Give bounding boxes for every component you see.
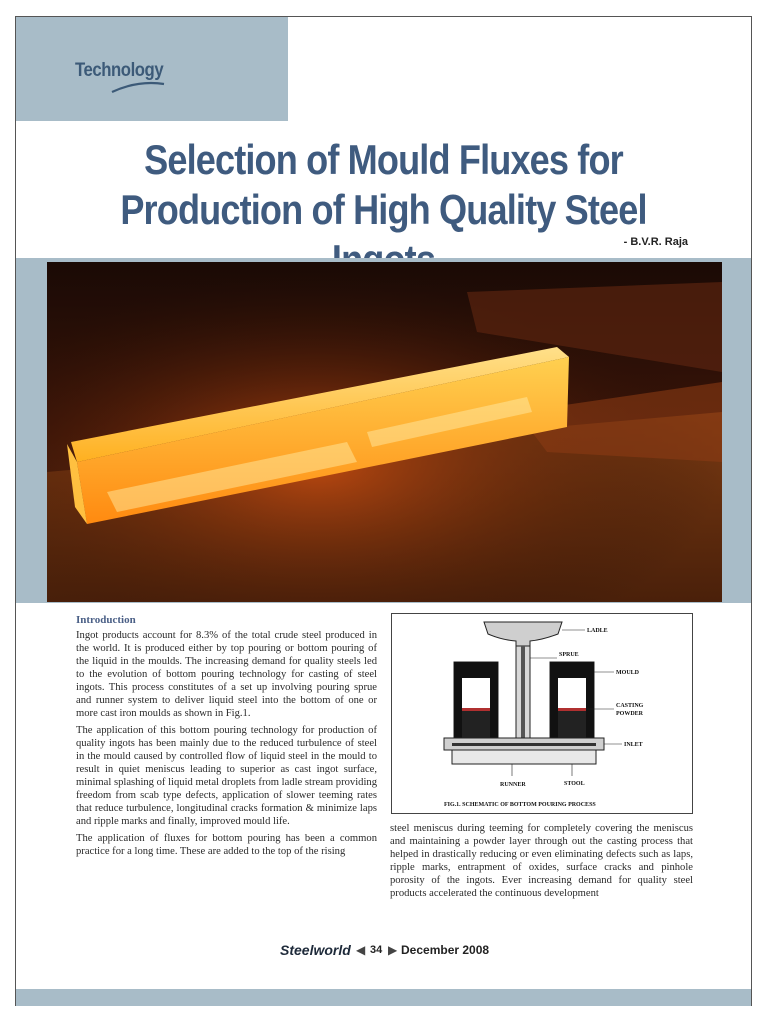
bottom-band xyxy=(16,989,751,1006)
section-label: Technology xyxy=(75,60,164,81)
article-column-1 xyxy=(76,614,377,862)
label-casting: CASTING xyxy=(616,703,644,709)
magazine-brand: Steelworld xyxy=(280,942,351,958)
label-inlet: INLET xyxy=(624,742,643,748)
figure-1 xyxy=(391,613,693,814)
label-ladle: LADLE xyxy=(587,628,608,634)
hot-steel-ingot-photo xyxy=(47,262,722,602)
bottom-pouring-diagram xyxy=(392,614,694,815)
intro-heading: Introduction xyxy=(76,614,136,626)
paragraph: The application of this bottom pouring technology for production of quality ingots has been mainly due to the reduced turbulence of steel in the mould caused by controlled flow of liquid steel in the mould to result in quiet meniscus leading to superior as cast ingot surface, minimal splashing of liquid metal droplets from ladle stream providing freedom from scab type defects, application of slower teeming rates that reduce turbulence, longitudinal cracks formation & minimize laps and ripple marks and finally, improved mould life. xyxy=(76,725,377,827)
label-stool: STOOL xyxy=(564,781,585,787)
label-runner: RUNNER xyxy=(500,782,526,788)
section-swoosh-icon xyxy=(110,80,166,94)
article-title-line-1: Selection of Mould Fluxes for xyxy=(144,136,623,183)
label-powder: POWDER xyxy=(616,711,643,717)
article-title-line-2: Production of High Quality Steel xyxy=(120,186,647,233)
figure-caption: FIG.1. SCHEMATIC OF BOTTOM POURING PROCESS xyxy=(444,802,596,808)
paragraph: Ingot products account for 8.3% of the total crude steel produced in the world. It is produced either by top pouring or bottom pouring of the liquid in the moulds. The increasing demand for quality steels led to the evolution of bottom pouring technology for casting of steel ingots. This process constitutes of a set up involving pouring sprue and runner system to deliver liquid steel into the bottom of one or more cast iron moulds as shown in Fig.1. xyxy=(76,630,377,719)
label-mould: MOULD xyxy=(616,670,639,676)
article-column-2 xyxy=(390,822,693,904)
paragraph: The application of fluxes for bottom pouring has been a common practice for a long time. These are added to the top of the rising xyxy=(76,833,377,857)
arrow-right-icon: ▶ xyxy=(388,943,398,957)
issue-date: December 2008 xyxy=(401,943,490,957)
label-sprue: SPRUE xyxy=(559,652,579,658)
arrow-left-icon: ◀ xyxy=(356,943,366,957)
page-number: 34 xyxy=(370,944,383,956)
article-author: - B.V.R. Raja xyxy=(623,236,688,248)
paragraph: steel meniscus during teeming for completely covering the meniscus and maintaining a powder layer through out the casting process that helped in drastically reducing or even eliminating defects such as laps, ripple marks, entrapment of oxides, surface cracks and pinhole porosity of the ingots. Ever increasing demand for quality steel products accelerated the continuous development xyxy=(390,823,693,899)
